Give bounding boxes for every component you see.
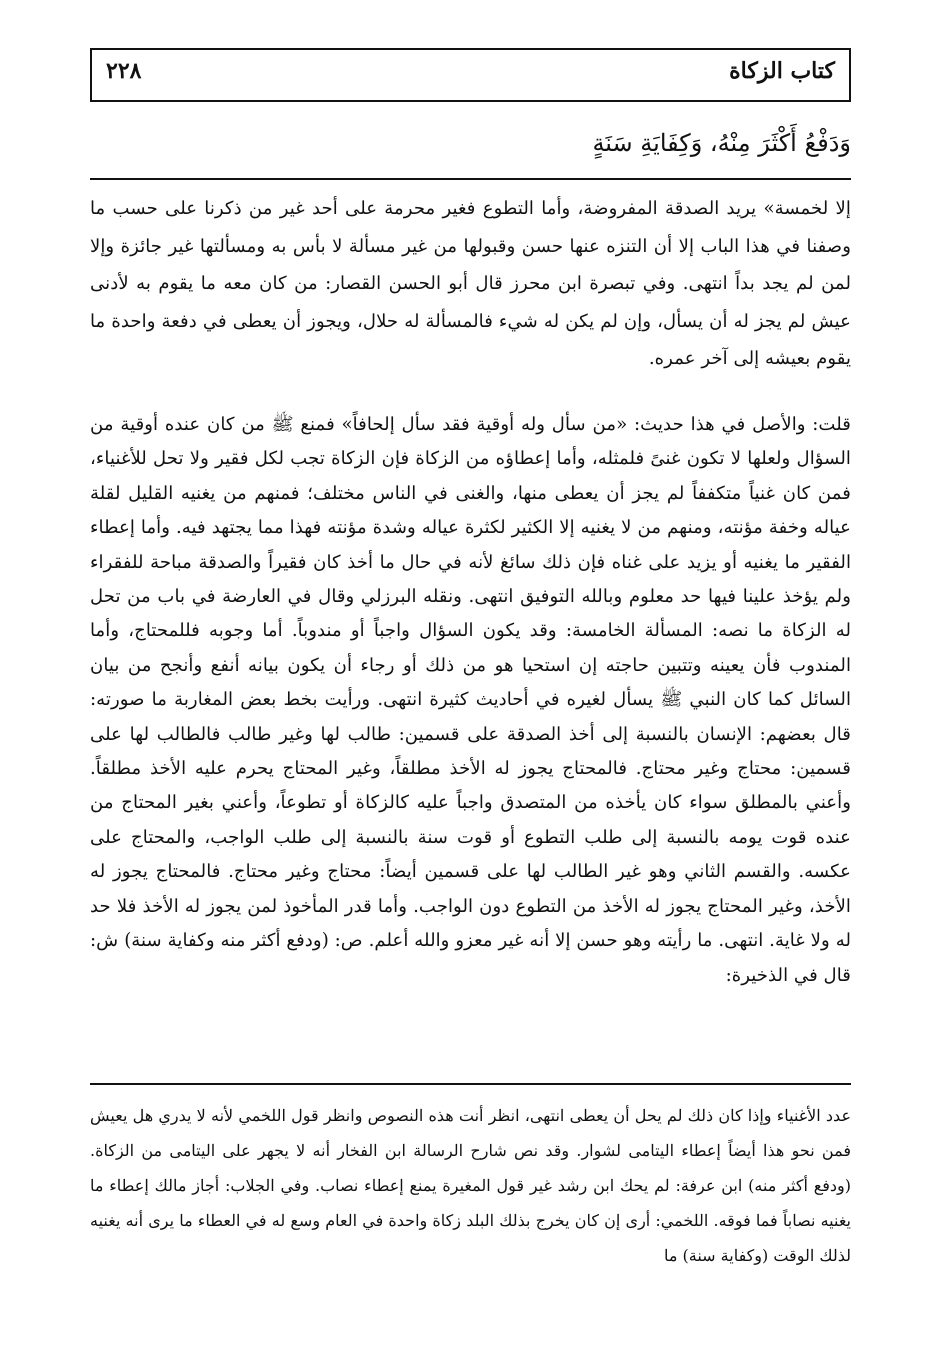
divider-line-top (90, 178, 851, 180)
commentary-paragraph-1: إلا لخمسة» يريد الصدقة المفروضة، وأما التطوع فغير محرمة على أحد غير من ذكرنا على حسب ما وصفنا في هذا الباب إلا أن التنزه عنها حسن وقبولها من غير مسألة لا بأس به ومسألتها غير جائزة وإلا لمن لم يجد بداً انتهى. وفي تبصرة ابن محرز قال أبو الحسن القصار: من كان معه ما يقوم به لأدنى عيش لم يجز له أن يسأل، وإن لم يكن له شيء فالمسألة له حلال، ويجوز أن يعطى في دفعة واحدة ما يقوم بعيشه إلى آخر عمره. (90, 198, 851, 369)
footnotes-text: عدد الأغنياء وإذا كان ذلك لم يحل أن يعطى انتهى، انظر أنت هذه النصوص وانظر قول اللخمي لأنه لا يدري هل يعيش فمن نحو هذا أيضاً إعطاء اليتامى لشوار. وقد نص شارح الرسالة ابن الفخار أنه لا يجهر على اليتامى من الزكاة. (ودفع أكثر منه) ابن عرفة: لم يحك ابن رشد غير قول المغيرة يمنع إعطاء نصاب. وفي الجلاب: أجاز مالك إعطاء ما يغنيه نصاباً فما فوقه. اللخمي: أرى إن كان يخرج بذلك البلد زكاة واحدة في العام وسع له في العطاء ما يرى أنه يغنيه لذلك الوقت (وكفاية سنة) ما (90, 1106, 852, 1265)
main-text: وَدَفْعُ أَكْثَرَ مِنْهُ، وَكِفَايَةِ سَنَةٍ (592, 129, 851, 157)
commentary-block-1 (90, 190, 851, 378)
commentary-paragraph-2: قلت: والأصل في هذا حديث: «من سأل وله أوقية فقد سأل إلحافاً» فمنع ﷺ من كان عنده أوقية من السؤال ولعلها لا تكون غنىً فلمثله، وأما إعطاؤه من الزكاة فإن الزكاة تجب لكل فقير ولا تحل للأغنياء، فمن كان غنياً متكففاً لم يجز أن يعطى منها، والغنى في الناس مختلف؛ فمنهم من يغنيه القليل لقلة عياله وخفة مؤنته، ومنهم من لا يغنيه إلا الكثير لكثرة عياله وشدة مؤنته فهذا مما يجتهد فيه. وأما إعطاء الفقير ما يغنيه أو يزيد على غناه فإن ذلك سائغ لأنه في حال ما أخذ كان فقيراً والصدقة مباحة للفقراء ولم يؤخذ علينا فيها حد معلوم وبالله التوفيق انتهى. ونقله البرزلي وقال في العارضة في باب من تحل له الزكاة ما نصه: المسألة الخامسة: وقد يكون السؤال واجباً أو مندوباً. أما وجوبه فللمحتاج، وأما المندوب فأن يعينه وتتبين حاجته إن استحيا هو من ذلك أو رجاء أن يكون بيانه أنفع وأنجح من بيان السائل كما كان النبي ﷺ يسأل لغيره في أحاديث كثيرة انتهى. ورأيت بخط بعض المغاربة ما صورته: قال بعضهم: الإنسان بالنسبة إلى أخذ الصدقة على قسمين: طالب لها وغير طالب فالطالب لها على قسمين: محتاج وغير محتاج. فالمحتاج يجوز له الأخذ مطلقاً، وغير المحتاج يحرم عليه الأخذ مطلقاً. وأعني بالمطلق سواء كان يأخذه من المتصدق واجباً عليه كالزكاة أو تطوعاً، وأعني بغير المحتاج من عنده قوت يومه بالنسبة إلى طلب التطوع أو قوت سنة بالنسبة إلى طلب الواجب، والمحتاج على عكسه. والقسم الثاني وهو غير الطالب لها على قسمين أيضاً: محتاج وغير محتاج. فالمحتاج يجوز له الأخذ، وغير المحتاج يجوز له الأخذ من التطوع دون الواجب. وأما قدر المأخوذ لمن يجوز له الأخذ فلا حد له ولا غاية. انتهى. ما رأيته وهو حسن إلا أنه غير معزو والله أعلم. ص: (ودفع أكثر منه وكفاية سنة) ش: قال في الذخيرة: (90, 414, 851, 986)
commentary-block-2 (90, 408, 851, 993)
page-header (90, 48, 851, 102)
running-title: كتاب الزكاة (729, 58, 835, 84)
footnotes-block (90, 1098, 851, 1273)
page-number: ٢٢٨ (106, 58, 142, 84)
divider-line-bottom (90, 1083, 851, 1085)
